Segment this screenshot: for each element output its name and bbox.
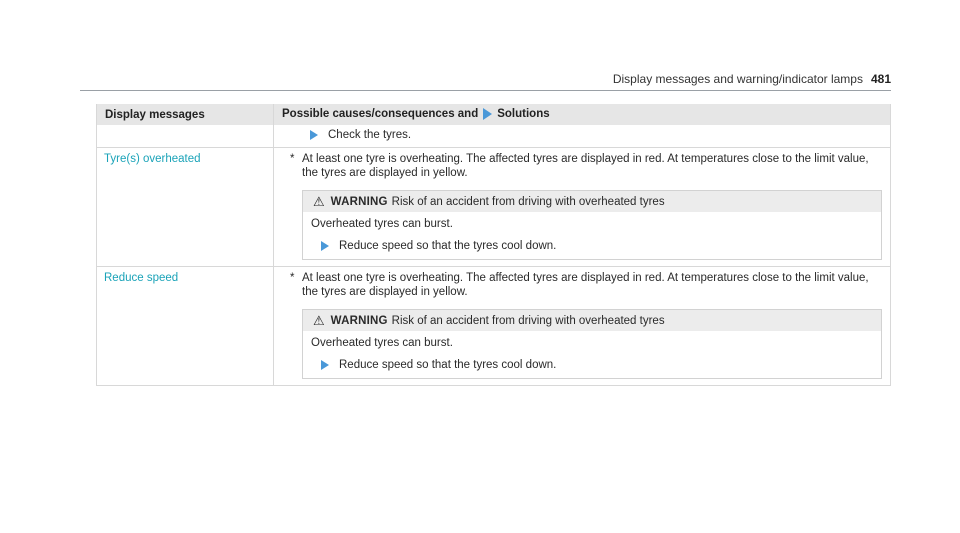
warning-box (302, 309, 882, 379)
message-cell (97, 148, 274, 267)
action-text: Check the tyres. (328, 129, 412, 141)
arrow-right-icon (321, 360, 329, 370)
warning-body-text: Overheated tyres can burst. (311, 337, 453, 349)
page-number: 481 (870, 72, 891, 86)
warning-text: Risk of an accident from driving with overheated tyres (391, 195, 665, 208)
display-messages-table (96, 104, 891, 386)
section-title: Display messages and warning/indicator lamps (612, 72, 863, 86)
warning-triangle-icon: ⚠ (313, 193, 325, 209)
header-divider (80, 90, 891, 91)
cause-text (302, 271, 869, 299)
warning-triangle-icon: ⚠ (313, 312, 325, 328)
message-cell (97, 267, 274, 386)
table-row-reduce-speed (97, 267, 891, 386)
warning-body-text: Overheated tyres can burst. (311, 218, 453, 230)
warning-action-step (311, 238, 873, 254)
cause-bullet: * (290, 153, 295, 165)
display-message-text: Tyre(s) overheated (104, 153, 201, 165)
info-cell-continuation (274, 125, 891, 148)
warning-action-text: Reduce speed so that the tyres cool down. (339, 359, 557, 371)
action-step (290, 127, 882, 143)
warning-title: WARNING (330, 195, 388, 208)
cause-text (302, 152, 869, 180)
cause-line: the tyres are displayed in yellow. (302, 286, 468, 298)
arrow-right-icon (483, 108, 492, 120)
warning-header (303, 191, 881, 212)
column-header-solutions-label: Solutions (497, 108, 550, 121)
column-header-causes (274, 104, 891, 125)
column-header-display-messages: Display messages (97, 104, 274, 125)
message-cell-empty (97, 125, 274, 148)
table-header-row (97, 104, 891, 125)
warning-box (302, 190, 882, 260)
arrow-right-icon (310, 130, 318, 140)
column-header-causes-label: Possible causes/consequences and (282, 108, 479, 121)
warning-title: WARNING (330, 314, 388, 327)
warning-action-step (311, 357, 873, 373)
warning-body (303, 212, 881, 259)
table-row-tyre-overheated (97, 148, 891, 267)
warning-text: Risk of an accident from driving with overheated tyres (391, 314, 665, 327)
warning-body (303, 331, 881, 378)
cause-line: At least one tyre is overheating. The affected tyres are displayed in red. At temperatures close to the limit value, (302, 153, 869, 165)
info-cell (274, 267, 891, 386)
cause-line: At least one tyre is overheating. The affected tyres are displayed in red. At temperatures close to the limit value, (302, 272, 869, 284)
table-row-continuation (97, 125, 891, 148)
info-cell (274, 148, 891, 267)
cause-description (290, 152, 882, 180)
cause-line: the tyres are displayed in yellow. (302, 167, 468, 179)
arrow-right-icon (321, 241, 329, 251)
warning-header (303, 310, 881, 331)
cause-bullet: * (290, 272, 295, 284)
page-header (80, 72, 891, 86)
cause-description (290, 271, 882, 299)
display-message-text: Reduce speed (104, 272, 179, 284)
warning-action-text: Reduce speed so that the tyres cool down. (339, 240, 557, 252)
